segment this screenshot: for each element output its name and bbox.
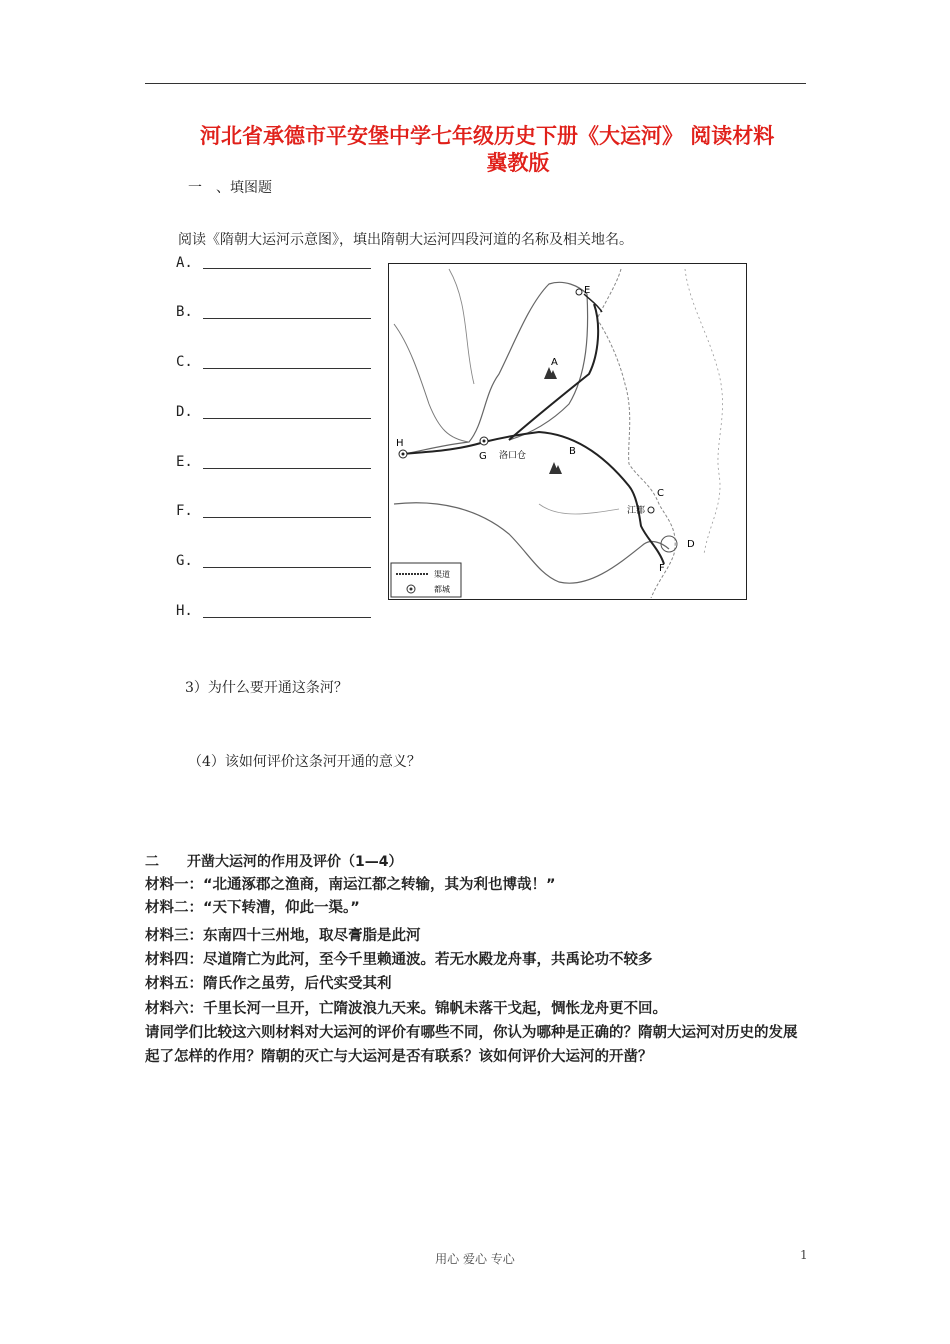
legend-canal: 渠道 [434,570,450,579]
map-place-jiangdu: 江都 [627,506,646,516]
blank-line-g[interactable] [203,567,371,568]
grand-canal-map [388,263,747,600]
document-title: 河北省承德市平安堡中学七年级历史下册《大运河》 阅读材料 [200,124,775,148]
blank-line-d[interactable] [203,418,371,419]
map-label-h: H [396,438,404,449]
map-label-d: D [687,539,695,550]
blank-line-h[interactable] [203,617,371,618]
material-2: 材料二：“天下转漕，仰此一渠。” [145,900,360,916]
material-6: 材料六：千里长河一旦开，亡隋波浪九天来。锦帆未落干戈起，惆怅龙舟更不回。 [145,1001,667,1017]
blank-line-b[interactable] [203,318,371,319]
map-label-g: G [479,451,487,462]
document-subtitle: 冀教版 [486,151,550,175]
map-label-a: A [551,357,558,368]
section1-heading: 一 、填图题 [188,180,272,196]
blank-line-e[interactable] [203,468,371,469]
section1-instruction: 阅读《隋朝大运河示意图》，填出隋朝大运河四段河道的名称及相关地名。 [178,232,633,248]
legend-capital: 都城 [434,585,450,594]
map-place-luokoucang: 洛口仓 [499,451,527,461]
question-4: （4）该如何评价这条河开通的意义？ [188,754,421,770]
blank-label-a: A. [176,255,193,271]
top-rule [145,83,806,84]
footer-motto: 用心 爱心 专心 [435,1252,515,1266]
blank-label-h: H. [176,603,193,619]
section2-question: 请同学们比较这六则材料对大运河的评价有哪些不同，你认为哪种是正确的？隋朝大运河对历史的发展起了怎样的作用？隋朝的灭亡与大运河是否有联系？该如何评价大运河的开凿？ [145,1025,798,1065]
blank-label-b: B. [176,304,193,320]
blank-label-d: D. [176,404,193,420]
blank-label-e: E. [176,454,193,470]
material-1: 材料一：“北通涿郡之渔商，南运江都之转输，其为利也博哉！” [145,877,556,893]
map-label-e: E [584,285,591,296]
section2-heading: 二 开凿大运河的作用及评价（1—4） [145,854,403,870]
material-3: 材料三：东南四十三州地，取尽膏脂是此河 [145,928,421,944]
question-3: 3）为什么要开通这条河？ [185,680,348,696]
blank-label-g: G. [176,553,193,569]
blank-line-c[interactable] [203,368,371,369]
map-label-c: C [657,488,664,499]
map-drawing [389,264,745,598]
blank-line-a[interactable] [203,268,371,269]
page-number: 1 [800,1248,808,1262]
material-5: 材料五：隋氏作之虽劳，后代实受其利 [145,976,392,992]
map-label-b: B [569,446,576,457]
blank-label-f: F. [176,503,193,519]
blank-line-f[interactable] [203,517,371,518]
blank-label-c: C. [176,354,193,370]
material-4: 材料四：尽道隋亡为此河，至今千里赖通波。若无水殿龙舟事，共禹论功不较多 [145,952,653,968]
map-label-f: F [659,563,665,574]
